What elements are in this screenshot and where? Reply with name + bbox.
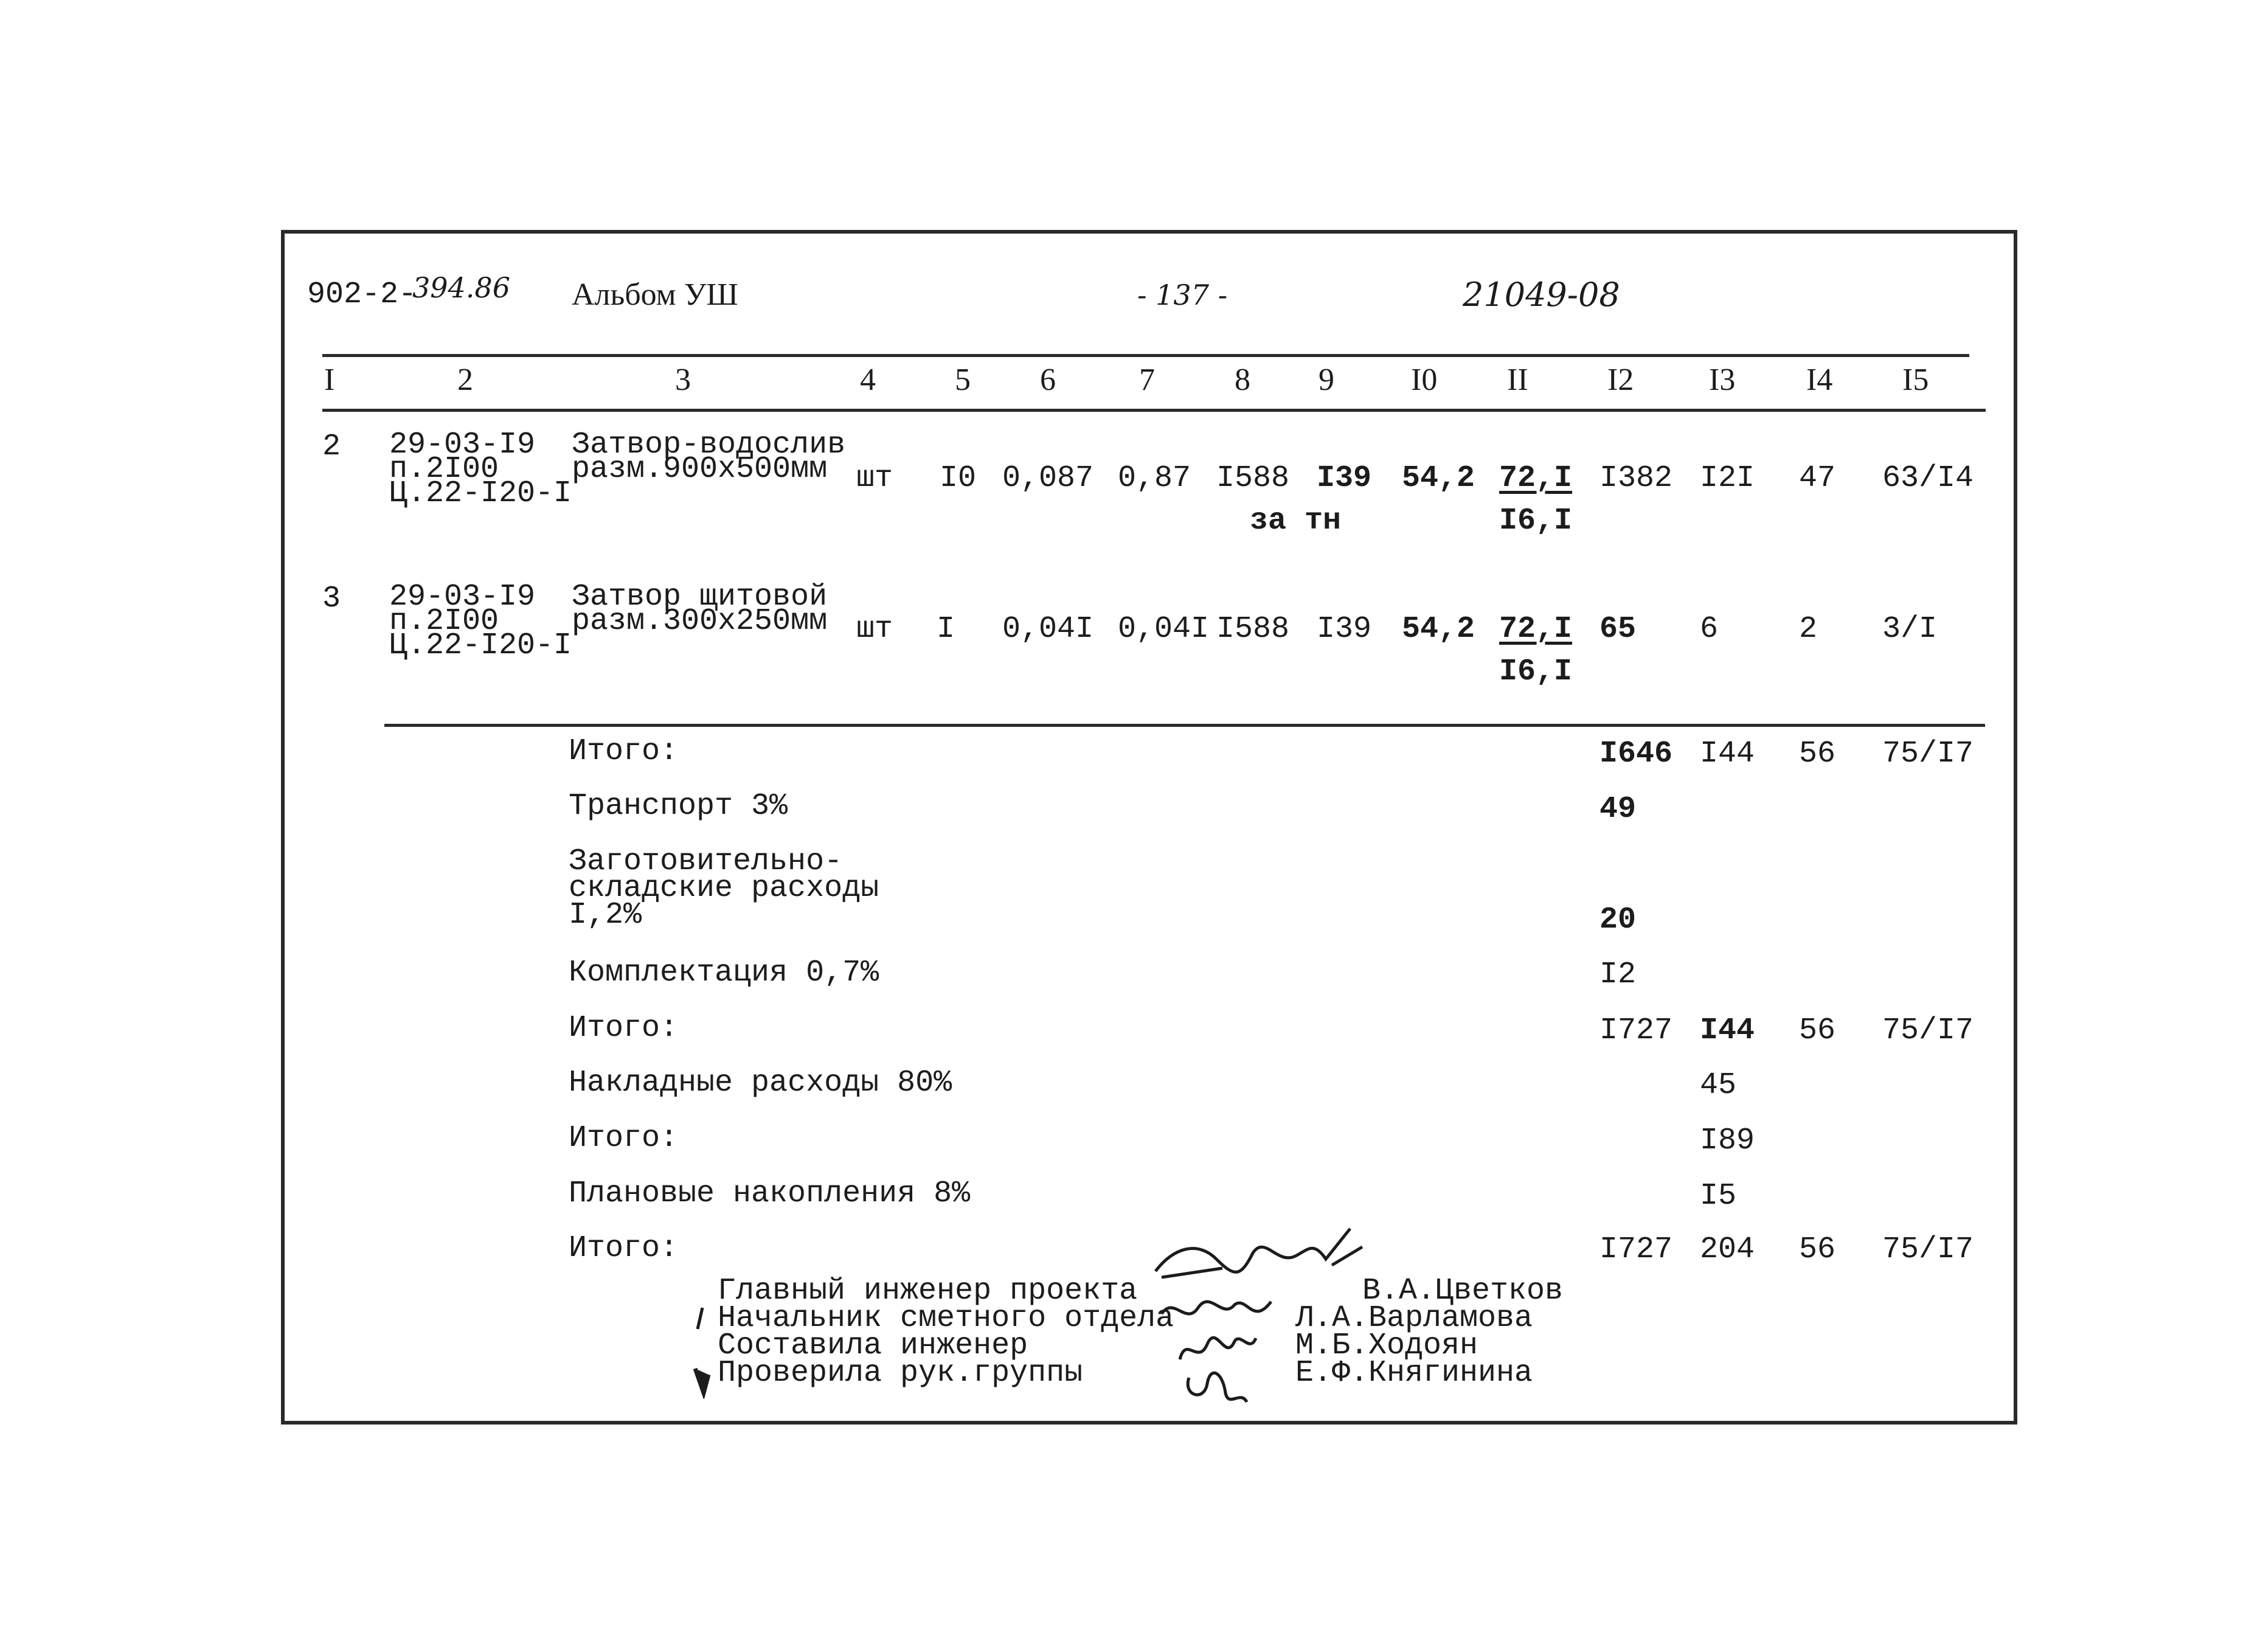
summary-col13: I44 xyxy=(1700,737,1755,771)
summary-col12: I646 xyxy=(1599,737,1673,771)
row-name xyxy=(572,580,828,639)
row-code xyxy=(389,428,572,511)
row-col13: I2I xyxy=(1700,461,1755,496)
row-code-line: п.2I00 xyxy=(389,604,499,639)
row-col14: 47 xyxy=(1799,461,1836,496)
summary-col12: I727 xyxy=(1599,1232,1673,1267)
totals-rule xyxy=(384,724,1985,727)
column-header: 5 xyxy=(955,363,971,397)
signature-role: Составила инженер xyxy=(718,1328,1028,1363)
summary-col15: 75/I7 xyxy=(1882,1232,1974,1267)
row-code-line: Ц.22-I20-I xyxy=(389,476,572,511)
summary-label: Комплектация 0,7% xyxy=(569,956,879,990)
row-qty: I0 xyxy=(940,461,977,496)
row-weight-unit: 0,04I xyxy=(1002,612,1094,647)
signature-name: В.А.Цветков xyxy=(1362,1274,1564,1308)
row-code-line: Ц.22-I20-I xyxy=(389,628,572,663)
summary-label: Итого: xyxy=(569,1231,679,1266)
summary-label: Транспорт 3% xyxy=(569,789,788,824)
row-note: за тн xyxy=(1250,504,1342,538)
column-header: 6 xyxy=(1040,363,1056,397)
header-top-rule xyxy=(322,354,1969,357)
signature-scribble-tsvetkov xyxy=(1149,1223,1368,1296)
column-header: II xyxy=(1507,363,1528,397)
check-mark-icon xyxy=(690,1302,721,1399)
summary-col14: 56 xyxy=(1799,737,1836,771)
row-col11-bottom: I6,I xyxy=(1499,654,1573,689)
row-col9: I39 xyxy=(1317,461,1372,496)
summary-label: Накладные расходы 80% xyxy=(569,1066,952,1100)
summary-label: Итого: xyxy=(569,1121,679,1156)
summary-label: Итого: xyxy=(569,734,679,769)
row-weight-unit: 0,087 xyxy=(1002,461,1094,496)
summary-label-line: Заготовительно- xyxy=(569,844,843,879)
column-header: I0 xyxy=(1411,363,1438,397)
row-col12: I382 xyxy=(1599,461,1673,496)
row-col9: I39 xyxy=(1317,612,1372,647)
signature-roles xyxy=(718,1274,1174,1390)
column-header: I5 xyxy=(1902,363,1929,397)
summary-label-line: I,2% xyxy=(569,898,642,932)
row-name-line: Затвор-водослив xyxy=(572,428,846,462)
column-header: I2 xyxy=(1607,363,1634,397)
row-name-line: разм.900х500мм xyxy=(572,452,828,487)
summary-col13: I44 xyxy=(1700,1013,1755,1048)
row-code xyxy=(389,580,572,663)
row-weight-total: 0,87 xyxy=(1118,461,1191,496)
summary-col14: 56 xyxy=(1799,1013,1836,1048)
column-header: I4 xyxy=(1806,363,1833,397)
summary-col14: 56 xyxy=(1799,1232,1836,1267)
signature-role: Проверила рук.группы xyxy=(718,1356,1083,1390)
summary-col12: 20 xyxy=(1599,903,1637,937)
row-code-line: 29-03-I9 xyxy=(389,428,536,462)
column-header: 3 xyxy=(675,363,691,397)
signature-scribble-knyaginina xyxy=(1180,1366,1253,1414)
row-col15: 3/I xyxy=(1882,612,1938,647)
row-col15: 63/I4 xyxy=(1882,461,1974,496)
row-unit: шт xyxy=(856,461,893,496)
doc-code-printed: 902-2- xyxy=(307,277,417,312)
summary-col13: 45 xyxy=(1700,1068,1737,1103)
row-col13: 6 xyxy=(1700,612,1719,647)
row-name-line: разм.300х250мм xyxy=(572,604,828,639)
signature-name: Л.А.Варламова xyxy=(1295,1301,1533,1336)
summary-label: Плановые накопления 8% xyxy=(569,1176,971,1211)
row-number: 3 xyxy=(322,581,341,616)
summary-col15: 75/I7 xyxy=(1882,737,1974,771)
page-number: - 137 - xyxy=(1137,279,1228,311)
signature-name: Е.Ф.Княгинина xyxy=(1295,1356,1533,1390)
row-code-line: п.2I00 xyxy=(389,452,499,487)
signature-role: Главный инженер проекта xyxy=(718,1274,1138,1308)
summary-col13: I5 xyxy=(1700,1179,1737,1213)
row-col10: 54,2 xyxy=(1402,612,1475,647)
header-bottom-rule xyxy=(322,409,1986,412)
album-label: Альбом УШ xyxy=(572,277,738,312)
row-unit: шт xyxy=(856,612,893,647)
summary-col13: 204 xyxy=(1700,1232,1755,1267)
row-qty: I xyxy=(937,612,955,647)
row-col11-top: 72,I xyxy=(1499,612,1573,647)
row-col11-top: 72,I xyxy=(1499,461,1573,496)
row-name xyxy=(572,428,846,487)
row-col8: I588 xyxy=(1216,461,1290,496)
summary-col12: I727 xyxy=(1599,1013,1673,1048)
column-header: I3 xyxy=(1709,363,1736,397)
row-name-line: Затвор щитовой xyxy=(572,580,828,614)
summary-label: Итого: xyxy=(569,1011,679,1046)
row-code-line: 29-03-I9 xyxy=(389,580,536,614)
summary-label xyxy=(569,844,879,932)
summary-label-line: складские расходы xyxy=(569,871,879,906)
column-header: I xyxy=(324,363,335,397)
summary-col12: 49 xyxy=(1599,792,1637,827)
row-col14: 2 xyxy=(1799,612,1818,647)
column-header: 4 xyxy=(860,363,876,397)
summary-col12: I2 xyxy=(1599,957,1637,992)
doc-code-handwritten: 394.86 xyxy=(412,271,510,304)
row-weight-total: 0,04I xyxy=(1118,612,1210,647)
row-number: 2 xyxy=(322,429,341,464)
column-header: 8 xyxy=(1235,363,1250,397)
summary-col13: I89 xyxy=(1700,1123,1755,1158)
row-col12: 65 xyxy=(1599,612,1637,647)
column-header: 2 xyxy=(457,363,473,397)
signature-name: М.Б.Ходоян xyxy=(1295,1328,1478,1363)
column-header: 7 xyxy=(1139,363,1155,397)
row-col8: I588 xyxy=(1216,612,1290,647)
row-col10: 54,2 xyxy=(1402,461,1475,496)
document-number: 21049-08 xyxy=(1463,276,1620,314)
signature-role: Начальник сметного отдела xyxy=(718,1301,1174,1336)
column-header: 9 xyxy=(1319,363,1334,397)
summary-col15: 75/I7 xyxy=(1882,1013,1974,1048)
row-col11-bottom: I6,I xyxy=(1499,504,1573,538)
